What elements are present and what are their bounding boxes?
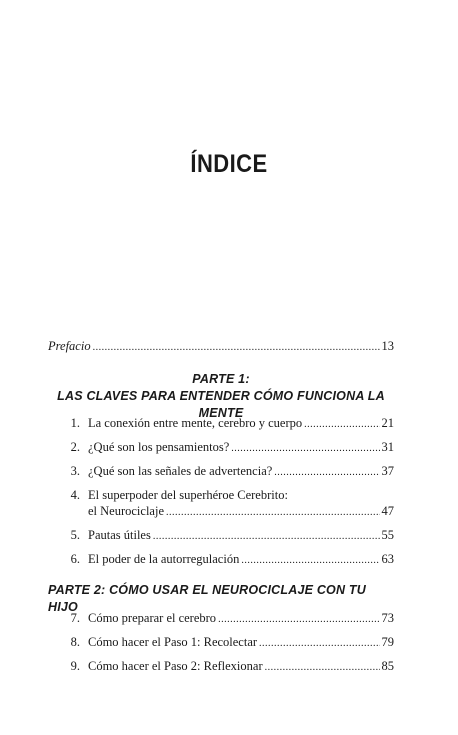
dot-leader bbox=[241, 553, 379, 569]
dot-leader bbox=[153, 529, 380, 545]
toc-entry-page: 79 bbox=[381, 635, 394, 649]
toc-entry-text: La conexión entre mente, cerebro y cuerpo bbox=[88, 416, 303, 430]
toc-entry-text: Cómo hacer el Paso 1: Recolectar bbox=[88, 635, 258, 649]
toc-entry-preface[interactable] bbox=[48, 338, 394, 356]
chapter-number: 5. bbox=[70, 528, 80, 542]
toc-entry-text: Cómo hacer el Paso 2: Reflexionar bbox=[88, 659, 263, 673]
toc-entry-page: 13 bbox=[381, 339, 394, 353]
dot-leader bbox=[259, 636, 379, 652]
toc-entry-chapter-4-line-2[interactable] bbox=[48, 503, 394, 521]
dot-leader bbox=[304, 417, 379, 433]
part-2-label: PARTE 2: CÓMO USAR EL NEUROCICLAJE CON TU HIJO bbox=[48, 583, 366, 614]
dot-leader bbox=[93, 340, 380, 356]
chapter-number: 4. bbox=[70, 488, 80, 502]
toc-entry-chapter-4-line-1[interactable] bbox=[48, 487, 394, 503]
dot-leader bbox=[274, 465, 379, 481]
toc-entry-page: 21 bbox=[381, 416, 394, 430]
toc-entry-text: ¿Qué son los pensamientos? bbox=[88, 440, 230, 454]
chapter-number: 9. bbox=[70, 659, 80, 673]
toc-entry-page: 85 bbox=[381, 659, 394, 673]
toc-entry-page: 31 bbox=[381, 440, 394, 454]
toc-entry-page: 37 bbox=[381, 464, 394, 478]
dot-leader bbox=[231, 441, 379, 457]
part-1-subtitle: LAS CLAVES PARA ENTENDER CÓMO FUNCIONA LA MENTE bbox=[57, 389, 385, 420]
chapter-number: 7. bbox=[70, 611, 80, 625]
toc-entry-text: El poder de la autorregulación bbox=[88, 552, 240, 566]
dot-leader bbox=[218, 612, 379, 628]
toc-entry-page: 55 bbox=[381, 528, 394, 542]
toc-entry-chapter-9[interactable] bbox=[48, 658, 394, 676]
part-1-label: PARTE 1: bbox=[192, 372, 250, 386]
toc-entry-text-line-1: El superpoder del superhéroe Cerebrito: bbox=[88, 488, 288, 502]
toc-entry-chapter-2[interactable] bbox=[48, 439, 394, 457]
toc-entry-text: Cómo preparar el cerebro bbox=[88, 611, 217, 625]
toc-entry-chapter-5[interactable] bbox=[48, 527, 394, 545]
toc-entry-page: 47 bbox=[381, 504, 394, 518]
chapter-number: 3. bbox=[70, 464, 80, 478]
toc-entry-chapter-3[interactable] bbox=[48, 463, 394, 481]
toc-entry-chapter-6[interactable] bbox=[48, 551, 394, 569]
toc-entry-page: 63 bbox=[381, 552, 394, 566]
toc-entry-text: Pautas útiles bbox=[88, 528, 151, 542]
chapter-number: 6. bbox=[70, 552, 80, 566]
toc-entry-text: Prefacio bbox=[48, 339, 91, 353]
toc-entry-chapter-7[interactable] bbox=[48, 610, 394, 628]
chapter-number: 2. bbox=[70, 440, 80, 454]
chapter-number: 1. bbox=[70, 416, 80, 430]
toc-entry-text: el Neurociclaje bbox=[88, 504, 164, 518]
page-title: ÍNDICE bbox=[190, 150, 268, 178]
chapter-number: 8. bbox=[70, 635, 80, 649]
dot-leader bbox=[265, 660, 380, 676]
toc-entry-chapter-8[interactable] bbox=[48, 634, 394, 652]
toc-entry-chapter-1[interactable] bbox=[48, 415, 394, 433]
toc-entry-text: ¿Qué son las señales de advertencia? bbox=[88, 464, 273, 478]
dot-leader bbox=[166, 505, 380, 521]
toc-entry-page: 73 bbox=[381, 611, 394, 625]
